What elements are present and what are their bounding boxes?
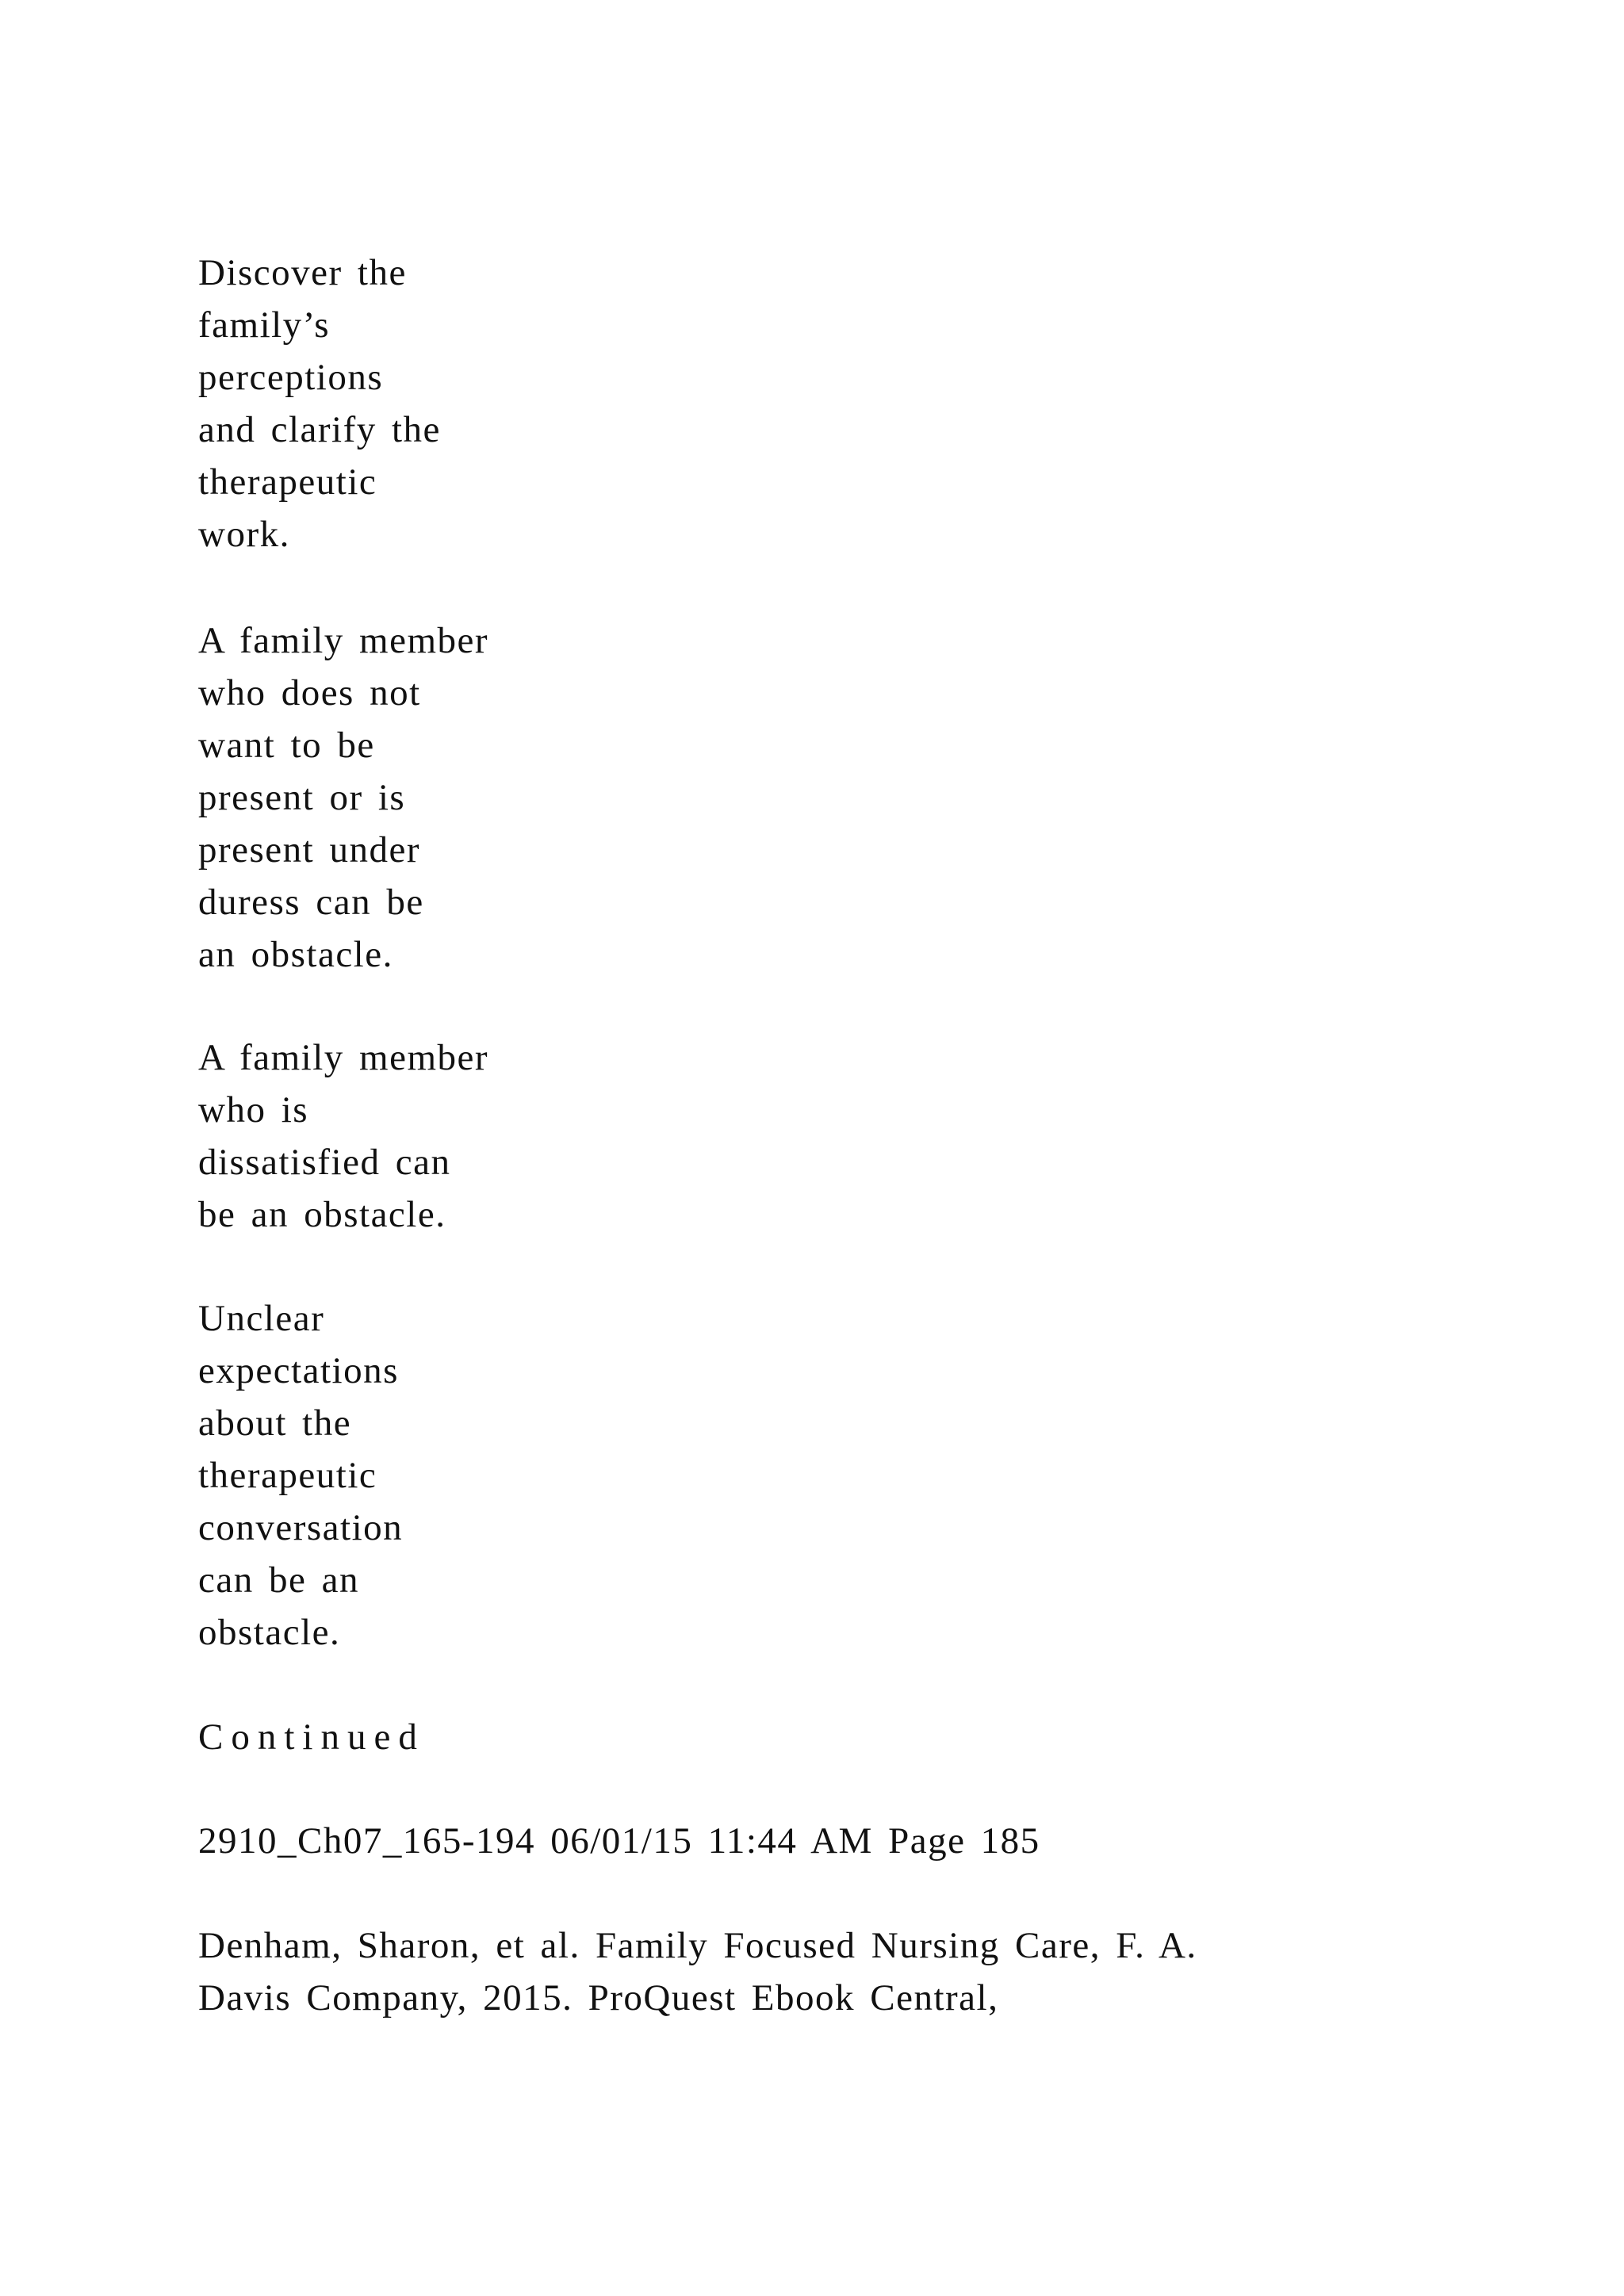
page-footer: 2910_Ch07_165-194 06/01/15 11:44 AM Page 185: [198, 1820, 1040, 1862]
paragraph-line: about the: [198, 1402, 352, 1444]
paragraph-unclear-expectations: [198, 1292, 403, 1659]
paragraph-line: want to be: [198, 725, 375, 766]
paragraph-line: who does not: [198, 672, 421, 714]
citation: [198, 1919, 1197, 2024]
paragraph-line: perceptions: [198, 357, 384, 398]
paragraph-member-not-present: [198, 614, 488, 981]
paragraph-line: be an obstacle.: [198, 1194, 446, 1235]
paragraph-discover-perceptions: [198, 247, 441, 561]
paragraph-line: therapeutic: [198, 1455, 377, 1496]
paragraph-line: family’s: [198, 304, 331, 346]
paragraph-line: therapeutic: [198, 461, 377, 503]
paragraph-line: present under: [198, 829, 420, 871]
paragraph-member-dissatisfied: [198, 1031, 488, 1241]
paragraph-line: present or is: [198, 777, 406, 818]
paragraph-line: an obstacle.: [198, 934, 393, 975]
paragraph-line: A family member: [198, 1037, 489, 1078]
paragraph-line: A family member: [198, 620, 489, 661]
paragraph-line: Discover the: [198, 252, 407, 293]
citation-line: Denham, Sharon, et al. Family Focused Nursing Care, F. A.: [198, 1925, 1197, 1966]
paragraph-line: who is: [198, 1089, 309, 1131]
paragraph-line: Unclear: [198, 1298, 325, 1339]
paragraph-line: work.: [198, 514, 290, 555]
paragraph-line: and clarify the: [198, 409, 441, 450]
citation-line: Davis Company, 2015. ProQuest Ebook Central,: [198, 1977, 999, 2019]
paragraph-line: can be an: [198, 1559, 359, 1601]
paragraph-line: expectations: [198, 1350, 399, 1391]
paragraph-line: duress can be: [198, 882, 424, 923]
paragraph-line: obstacle.: [198, 1612, 341, 1653]
continued-label: Continued: [198, 1716, 425, 1758]
paragraph-line: conversation: [198, 1507, 404, 1548]
paragraph-line: dissatisfied can: [198, 1142, 451, 1183]
